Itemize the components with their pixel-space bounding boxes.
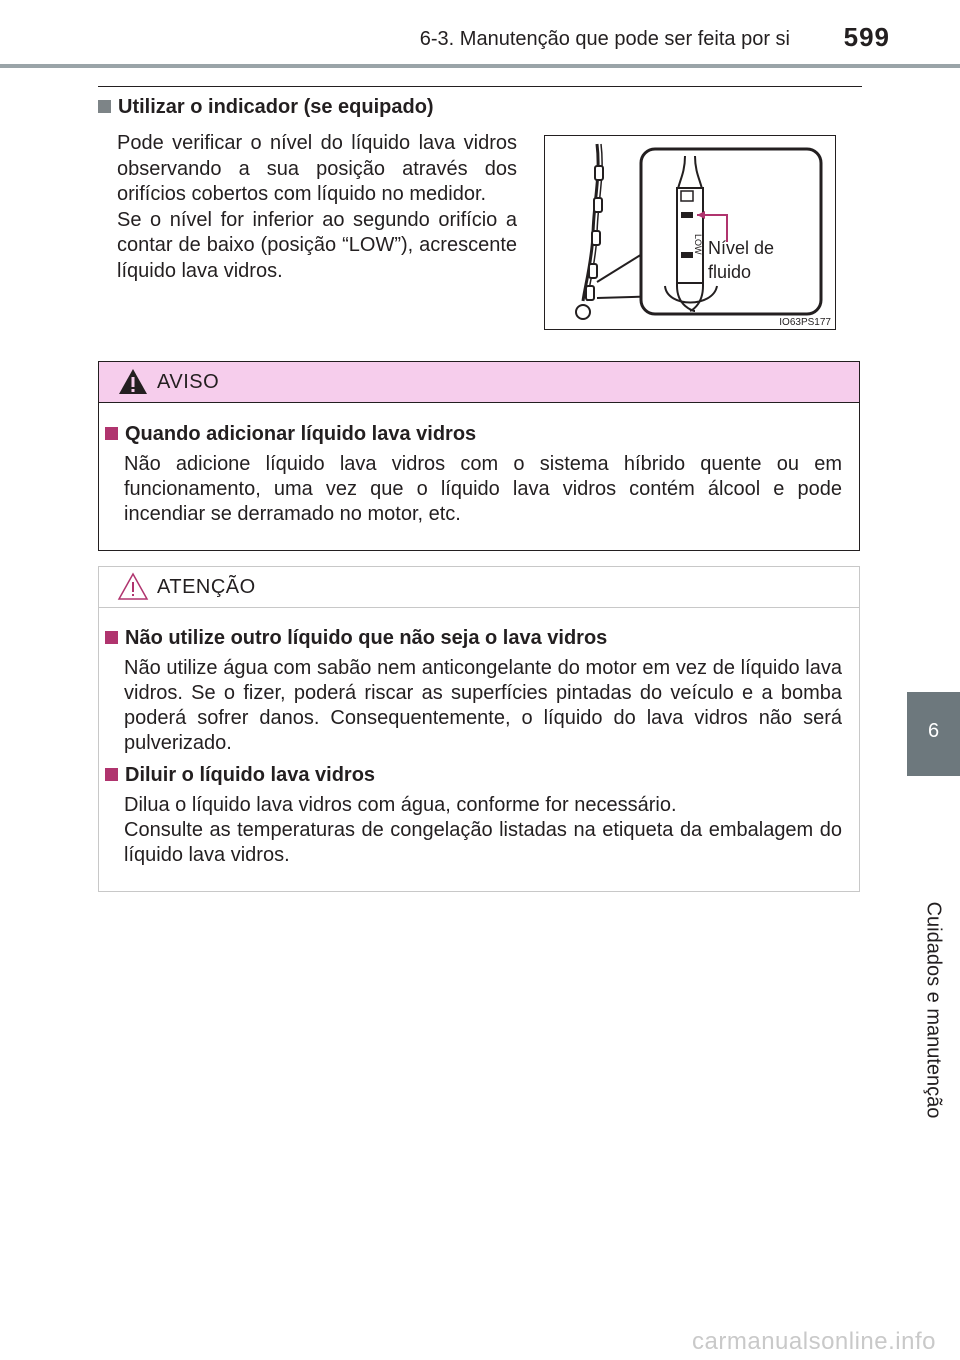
image-code: IO63PS177 bbox=[779, 317, 831, 328]
square-bullet-icon bbox=[105, 631, 118, 644]
caution-item-title-text: Não utilize outro líquido que não seja o lava vidros bbox=[125, 627, 608, 649]
square-bullet-icon bbox=[105, 768, 118, 781]
section-paragraph: Se o nível for inferior ao segundo orifício a contar de baixo (posição “LOW”), acrescente líquido lava vidros. bbox=[117, 208, 517, 282]
fluid-gauge-illustration bbox=[545, 136, 835, 329]
square-bullet-icon bbox=[98, 100, 111, 113]
header-rule bbox=[0, 64, 960, 68]
square-bullet-icon bbox=[105, 427, 118, 440]
warning-box bbox=[98, 361, 860, 551]
caution-paragraph: Dilua o líquido lava vidros com água, conforme for necessário. bbox=[124, 794, 677, 816]
gauge-figure bbox=[544, 135, 836, 330]
caution-item-text: Não utilize água com sabão nem anticongelante do motor em vez de líquido lava vidros. Se o fizer, poderá riscar as superfícies pintadas do veículo e a bomba poderá sofrer danos. Consequentemente, o líquido do lava vidros não será pulverizado. bbox=[124, 657, 842, 754]
section-title: 6-3. Manutenção que pode ser feita por si bbox=[419, 28, 790, 50]
chapter-label: Cuidados e manutenção bbox=[922, 901, 945, 1119]
warning-item-text: Não adicione líquido lava vidros com o sistema híbrido quente ou em funcionamento, uma vez que o líquido lava vidros contém álcool e pode incendiar se derramado no motor, etc. bbox=[124, 453, 842, 525]
caution-item-title bbox=[105, 627, 607, 650]
fluid-level-label: Nível de fluido bbox=[708, 238, 775, 282]
warning-box-header bbox=[99, 362, 859, 403]
section-heading bbox=[98, 96, 434, 119]
section-paragraph: Pode verificar o nível do líquido lava vidros observando a sua posição através dos orifícios cobertos com líquido no medidor. bbox=[117, 132, 517, 205]
caution-item-text bbox=[124, 793, 842, 868]
top-rule bbox=[98, 86, 862, 87]
section-heading-text: Utilizar o indicador (se equipado) bbox=[118, 96, 434, 118]
caution-item-title bbox=[105, 764, 375, 787]
page-number: 599 bbox=[843, 22, 890, 52]
warning-box-title: AVISO bbox=[157, 371, 220, 393]
section-body bbox=[117, 131, 517, 284]
caution-box bbox=[98, 566, 860, 892]
caution-box-title: ATENÇÃO bbox=[157, 576, 256, 598]
gauge-low-marking: LOW bbox=[693, 234, 703, 255]
warning-item-title-text: Quando adicionar líquido lava vidros bbox=[125, 423, 477, 445]
caution-item-title-text: Diluir o líquido lava vidros bbox=[125, 764, 376, 786]
warning-item-title bbox=[105, 423, 476, 446]
chapter-tab[interactable] bbox=[907, 692, 960, 776]
caution-triangle-icon bbox=[117, 572, 149, 601]
warning-triangle-icon bbox=[117, 367, 149, 396]
chapter-number: 6 bbox=[927, 720, 940, 742]
watermark: carmanualsonline.info bbox=[692, 1328, 936, 1355]
caution-box-header bbox=[99, 567, 859, 608]
caution-paragraph: Consulte as temperaturas de congelação listadas na etiqueta da embalagem do líquido lava vidros. bbox=[124, 819, 842, 866]
